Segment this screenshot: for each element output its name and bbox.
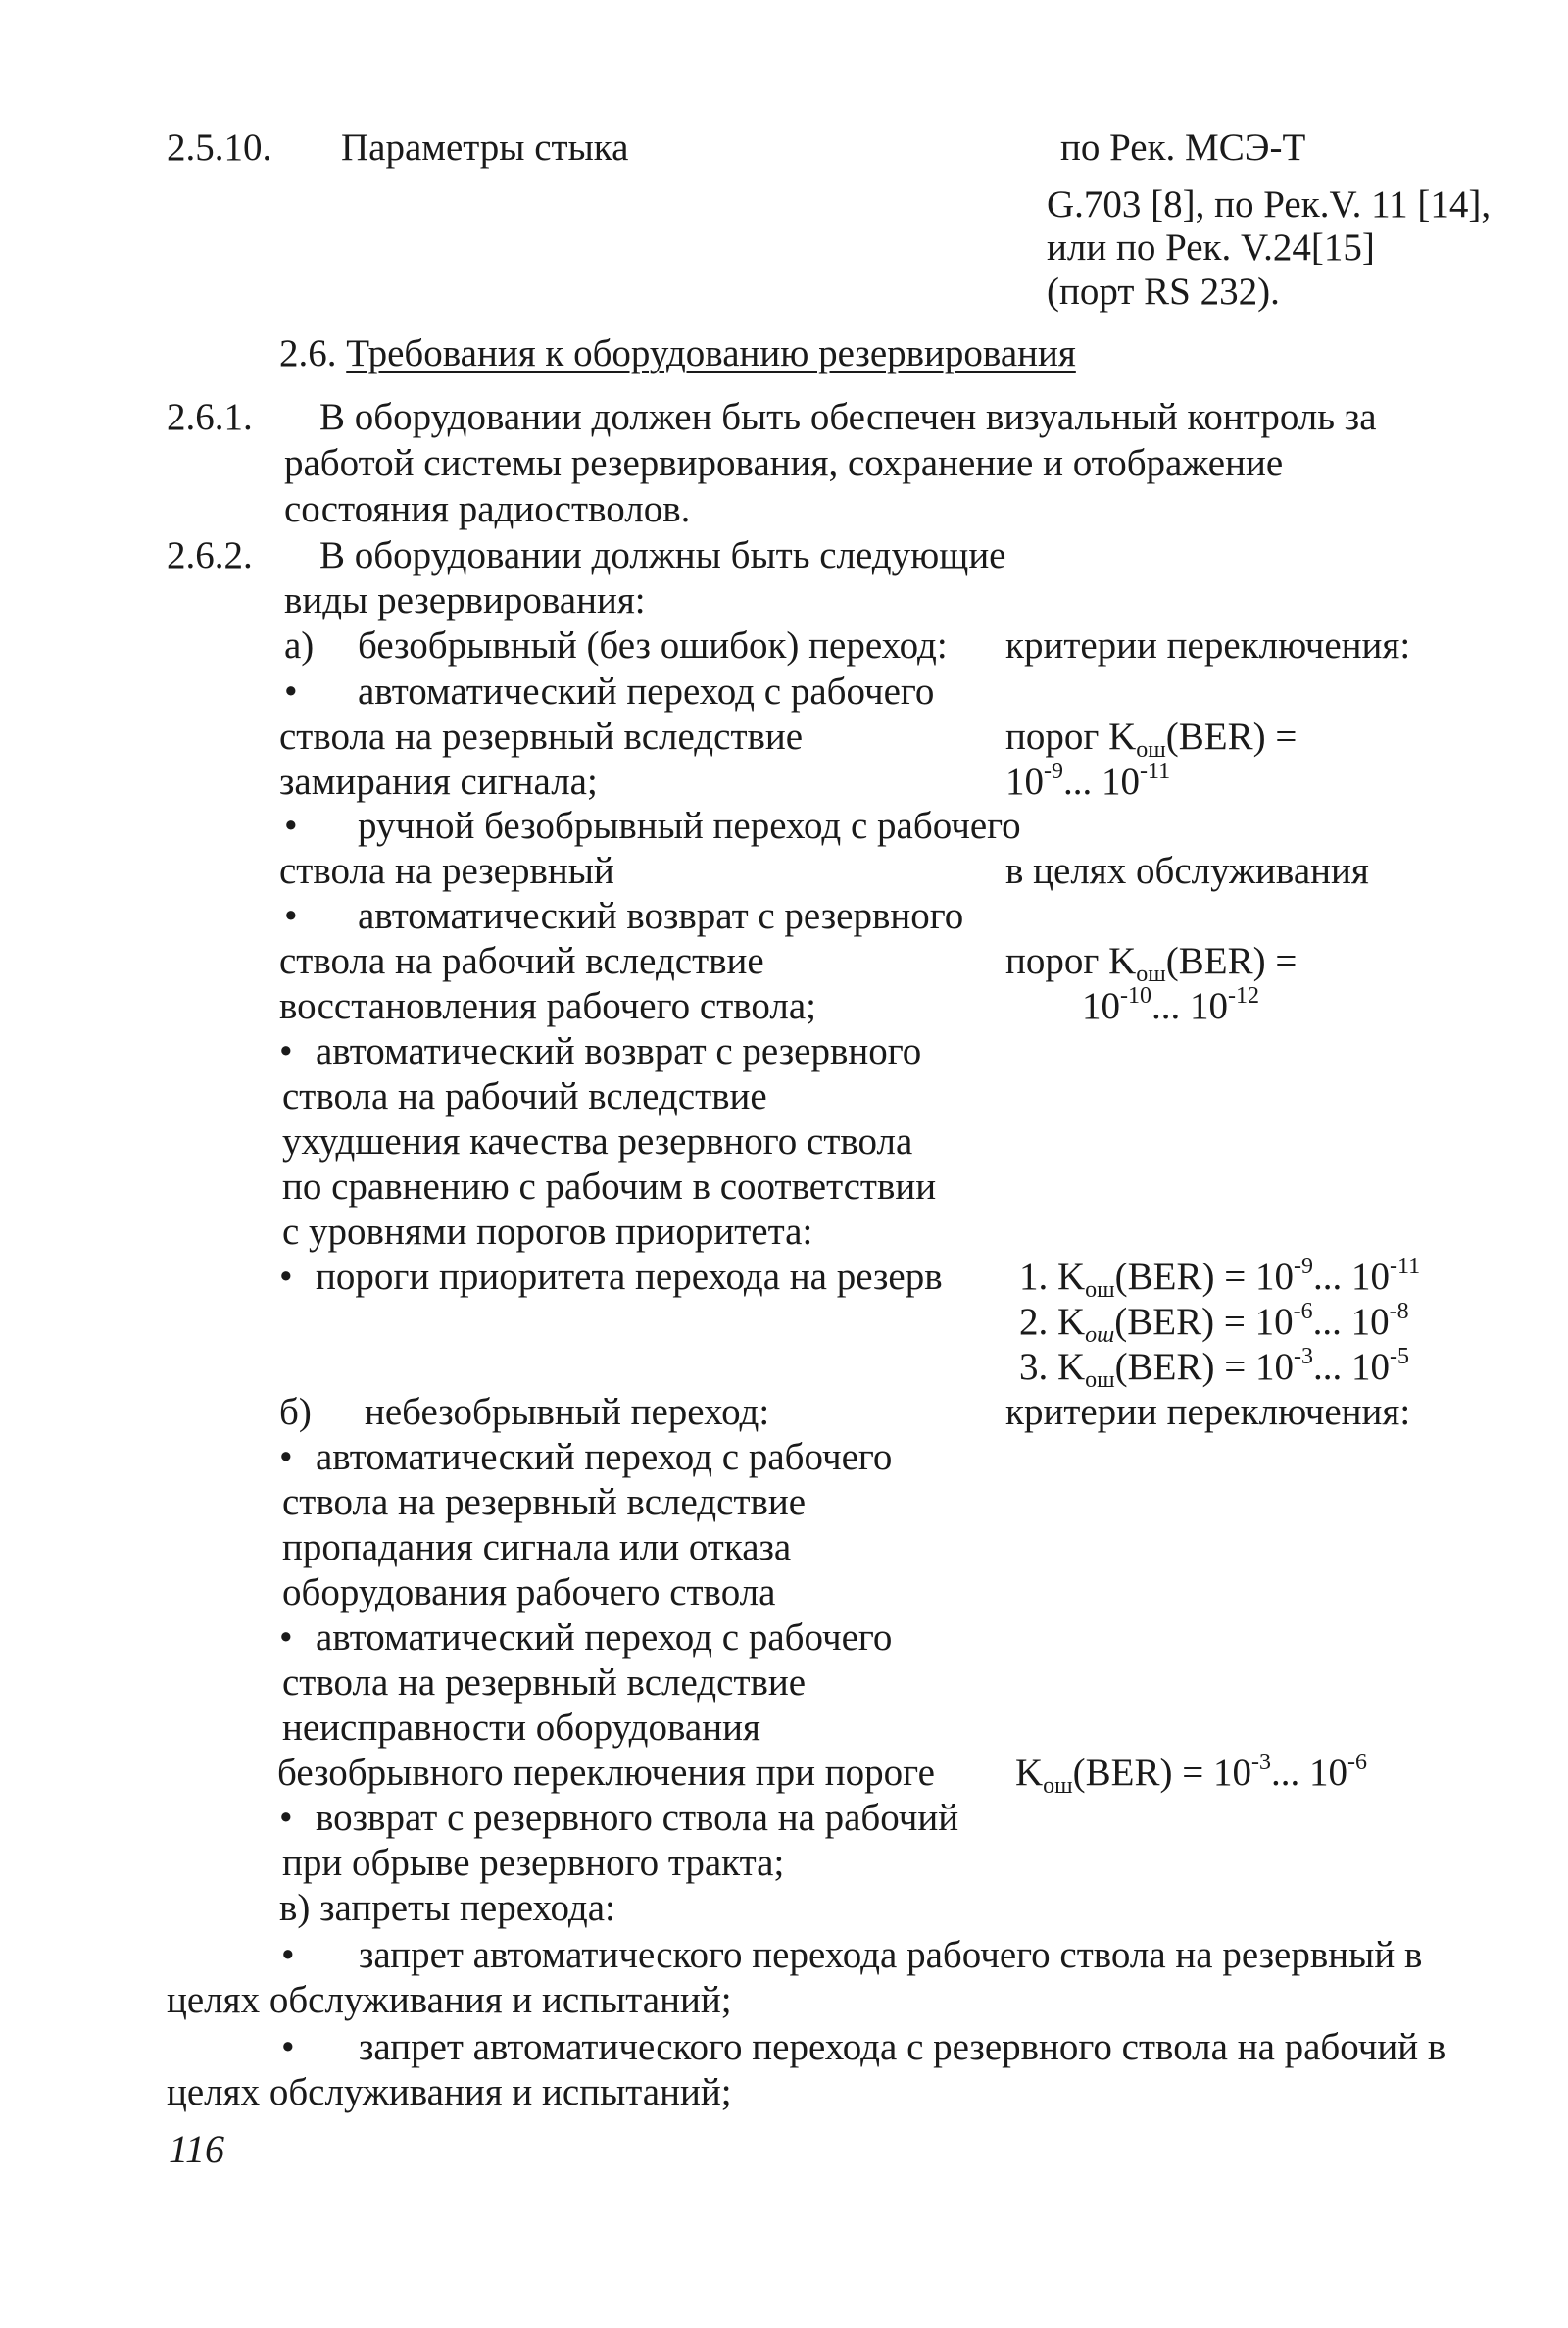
part-b-marker: б) — [279, 1391, 312, 1433]
paragraph-line: работой системы резервирования, сохранение и отображение — [284, 442, 1284, 484]
priority-level: 3. $K_{ош}(BER) = 10^{-3}$... $10^{-5}$ — [1019, 1344, 1409, 1393]
interface-spec-line: (порт RS 232). — [1047, 271, 1280, 313]
section-2-6-heading — [279, 331, 1076, 376]
paragraph-line: В оборудовании должны быть следующие — [319, 534, 1006, 576]
part-a-criteria: критерии переключения: — [1005, 624, 1411, 667]
paragraph-line: виды резервирования: — [284, 579, 646, 621]
paragraph-line: состояния радиостволов. — [284, 488, 691, 530]
section-2-6-title: Требования к оборудованию резервирования — [346, 332, 1076, 374]
threshold-value: порог $K_{ош}(BER)$ = — [1005, 716, 1298, 763]
list-item-line: ствола на резервный вследствие — [279, 716, 804, 758]
list-item-line: целях обслуживания и испытаний; — [167, 1979, 732, 2021]
paragraph-line: В оборудовании должен быть обеспечен визуальный контроль за — [319, 396, 1377, 438]
interface-spec-line: по Рек. МСЭ-Т — [1060, 126, 1306, 169]
section-2-6-number: 2.6. — [279, 332, 337, 374]
list-item-line: автоматический переход с рабочего — [316, 1616, 893, 1659]
threshold-value: порог $K_{ош}(BER)$ = — [1005, 940, 1298, 987]
list-item-line: возврат с резервного ствола на рабочий — [316, 1797, 959, 1839]
page-number: 116 — [169, 2127, 225, 2171]
list-item-line: пороги приоритета перехода на резерв — [316, 1256, 943, 1298]
section-2-5-10-number: 2.5.10. — [167, 126, 272, 169]
priority-level: 1. $K_{ош}(BER) = 10^{-9}$... $10^{-11}$ — [1019, 1254, 1421, 1303]
list-item-line: ствола на резервный — [279, 850, 614, 892]
part-b-title: небезобрывный переход: — [365, 1391, 770, 1433]
bullet: • — [279, 1436, 293, 1478]
list-item-line: замирания сигнала; — [279, 761, 598, 803]
list-item-line: автоматический переход с рабочего — [316, 1436, 893, 1478]
bullet: • — [279, 1256, 293, 1298]
bullet: • — [279, 1030, 293, 1072]
bullet: • — [281, 2026, 295, 2068]
list-item-line: целях обслуживания и испытаний; — [167, 2071, 732, 2113]
interface-spec-line: G.703 [8], по Рек.V. 11 [14], — [1047, 183, 1492, 225]
bullet: • — [284, 805, 298, 847]
bullet: • — [281, 1934, 295, 1976]
threshold-value: $K_{ош}(BER) = 10^{-3}$... $10^{-6}$ — [1015, 1750, 1367, 1799]
list-item-line: пропадания сигнала или отказа — [282, 1526, 792, 1568]
list-item-line: оборудования рабочего ствола — [282, 1571, 776, 1613]
list-item-line: с уровнями порогов приоритета: — [282, 1211, 813, 1253]
priority-level: 2. $K_{ош}(BER) = 10^{-6}$... $10^{-8}$ — [1019, 1299, 1409, 1348]
threshold-range: $10^{-10}$... $10^{-12}$ — [1082, 983, 1259, 1027]
part-c-title: в) запреты перехода: — [279, 1887, 615, 1929]
bullet: • — [279, 1797, 293, 1839]
bullet: • — [284, 895, 298, 937]
list-item-line: ствола на резервный вследствие — [282, 1661, 807, 1704]
threshold-range: $10^{-9}$... $10^{-11}$ — [1005, 759, 1171, 803]
section-2-6-1-number: 2.6.1. — [167, 396, 253, 438]
list-item-line: автоматический переход с рабочего — [358, 670, 935, 713]
part-a-marker: а) — [284, 624, 315, 667]
list-item-line: ствола на рабочий вследствие — [279, 940, 764, 982]
list-item-line: восстановления рабочего ствола; — [279, 985, 816, 1027]
part-a-title: безобрывный (без ошибок) переход: — [358, 624, 948, 667]
interface-spec-line: или по Рек. V.24[15] — [1047, 226, 1375, 269]
list-item-line: по сравнению с рабочим в соответствии — [282, 1165, 937, 1208]
list-item-line: ухудшения качества резервного ствола — [282, 1120, 913, 1163]
criteria-value: в целях обслуживания — [1005, 850, 1369, 892]
part-b-criteria: критерии переключения: — [1005, 1391, 1411, 1433]
list-item-line: ствола на резервный вследствие — [282, 1481, 807, 1523]
section-2-5-10-title: Параметры стыка — [341, 126, 629, 169]
list-item-line: безобрывного переключения при пороге — [277, 1752, 935, 1794]
bullet: • — [279, 1616, 293, 1659]
section-2-6-2-number: 2.6.2. — [167, 534, 253, 576]
list-item-line: запрет автоматического перехода с резервного ствола на рабочий в — [359, 2026, 1446, 2068]
list-item-line: ствола на рабочий вследствие — [282, 1075, 767, 1117]
list-item-line: при обрыве резервного тракта; — [282, 1842, 785, 1884]
bullet: • — [284, 670, 298, 713]
list-item-line: неисправности оборудования — [282, 1707, 760, 1749]
list-item-line: автоматический возврат с резервного — [358, 895, 964, 937]
list-item-line: запрет автоматического перехода рабочего ствола на резервный в — [359, 1934, 1423, 1976]
list-item-line: автоматический возврат с резервного — [316, 1030, 922, 1072]
list-item-line: ручной безобрывный переход с рабочего — [358, 805, 1021, 847]
